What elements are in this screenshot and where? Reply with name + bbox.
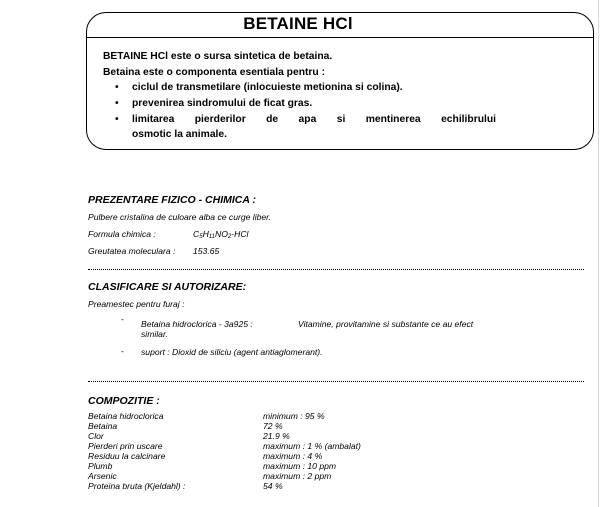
header-divider	[86, 37, 594, 38]
composition-row-value: 72 %	[263, 421, 283, 431]
bullet-item-1: ciclul de transmetilare (inlocuieste metionina si colina).	[132, 82, 403, 93]
composition-row-name: Plumb	[88, 461, 113, 471]
composition-row-name: Arsenic	[88, 471, 117, 481]
intro-line-2: Betaina este o componenta esentiala pentru :	[103, 67, 326, 78]
dash-marker: -	[121, 314, 124, 324]
section-title-clasificare: CLASIFICARE SI AUTORIZARE:	[88, 281, 247, 293]
page-edge-line	[598, 0, 599, 507]
item2-text: suport : Dioxid de siliciu (agent antiaglomerant).	[141, 347, 323, 357]
composition-row-name: Clor	[88, 431, 104, 441]
bullet-dot: •	[115, 98, 119, 109]
item1-description: Vitamine, provitamine si substante ce au efect	[298, 319, 474, 329]
composition-row-name: Pierderi prin uscare	[88, 441, 163, 451]
section-title-prezentare: PREZENTARE FIZICO - CHIMICA :	[88, 194, 256, 206]
bullet-dot: •	[115, 82, 119, 93]
item1-name: Betaina hidroclorica - 3a925 :	[141, 319, 253, 329]
intro-line-1: BETAINE HCl este o sursa sintetica de betaina.	[103, 51, 333, 62]
premix-text: Preamestec pentru furaj :	[88, 299, 185, 309]
bullet-item-2: prevenirea sindromului de ficat gras.	[132, 98, 313, 109]
composition-row-value: maximum : 1 % (ambalat)	[263, 441, 361, 451]
bullet-dot: •	[115, 114, 119, 125]
description-text: Pulbere cristalina de culoare alba ce curge liber.	[88, 212, 272, 222]
composition-row-value: 21.9 %	[263, 431, 290, 441]
formula-label: Formula chimica :	[88, 229, 156, 239]
composition-row-name: Proteina bruta (Kjeldahl) :	[88, 481, 186, 491]
formula-value: $C_5H_{11}NO_2$-HCl	[193, 229, 249, 240]
composition-row-value: maximum : 10 ppm	[263, 461, 337, 471]
composition-row-name: Betaina	[88, 421, 118, 431]
composition-row-name: Betaina hidroclorica	[88, 411, 164, 421]
page-title: BETAINE HCl	[243, 14, 353, 33]
weight-label: Greutatea moleculara :	[88, 246, 176, 256]
composition-row-value: maximum : 2 ppm	[263, 471, 332, 481]
item1-description-continued: similar.	[141, 329, 168, 339]
bullet-item-3: limitarea pierderilor de apa si mentinerea echilibrului	[132, 114, 496, 125]
section-divider	[88, 381, 584, 382]
bullet-item-3-continued: osmotic la animale.	[132, 129, 227, 140]
composition-row-value: maximum : 4 %	[263, 451, 323, 461]
section-title-compozitie: COMPOZITIE :	[88, 395, 160, 407]
dash-marker: -	[121, 346, 124, 356]
section-divider	[88, 269, 584, 270]
composition-row-value: minimum : 95 %	[263, 411, 325, 421]
composition-row-name: Residuu la calcinare	[88, 451, 166, 461]
weight-value: 153.65	[193, 246, 220, 256]
composition-row-value: 54 %	[263, 481, 283, 491]
